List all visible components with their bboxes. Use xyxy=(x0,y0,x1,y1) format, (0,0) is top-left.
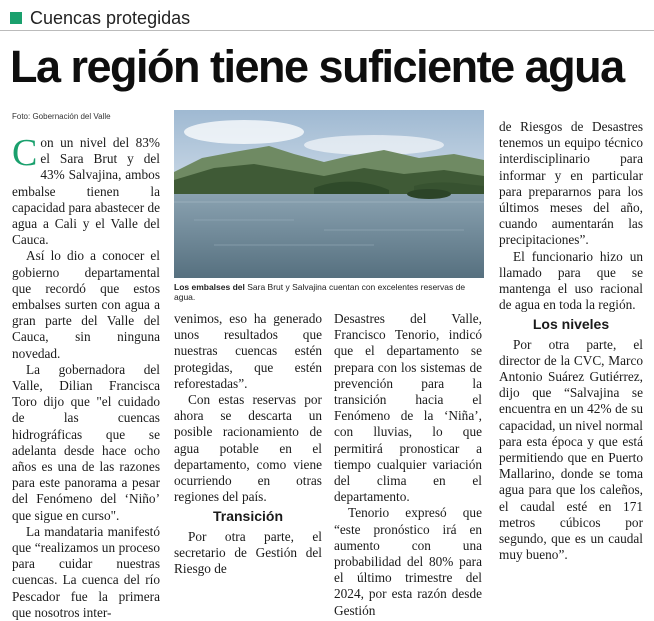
caption-bold: Los embalses del xyxy=(174,282,245,292)
paragraph: Desastres del Valle, Francisco Tenorio, indicó que el departamento se prepara con los sistemas de prevención para la transición hacia el Fenómeno de la ‘Niña’, con lluvias, lo que permitirá pronosticar a tiempo cualquier variación del clima en el departamento. xyxy=(334,311,482,505)
column-1 xyxy=(12,132,161,621)
column-2 xyxy=(174,311,322,577)
paragraph-1 xyxy=(12,132,161,248)
section-header xyxy=(10,8,190,28)
subheading-transicion: Transición xyxy=(212,508,284,525)
section-label: Cuencas protegidas xyxy=(30,7,191,28)
paragraph: La gobernadora del Valle, Dilian Francisca Toro dijo que "el cuidado de las cuencas hidrográficas que se adelanta desde hace ocho años es una de las razones para este panorama a pesar del Fenómeno del ‘Niño’ que sigue en curso". xyxy=(12,361,160,523)
paragraph: Así lo dio a conocer el gobierno departamental que recordó que estos embalses surten con agua a gran parte del Valle del Cauca, sin ninguna novedad. xyxy=(12,248,160,361)
caption-text: Sara Brut y Salvajina cuentan con excelentes reservas de agua. xyxy=(174,282,466,303)
photo-caption xyxy=(174,282,486,302)
paragraph: Por otra parte, el director de la CVC, Marco Antonio Suárez Gutiérrez, dijo que “Salvajina se encuentra en un 42% de su capacidad, un nivel normal para esta época y que está permitiendo que en Puerto Mallarino, donde se toma agua para que los caleños, el caudal esté en 171 metros cúbicos por segundo, que es un caudal muy bueno”. xyxy=(499,336,643,563)
paragraph: de Riesgos de Desastres tenemos un equipo técnico interdisciplinario para informar y en particular para prepararnos para los últimos meses del año, cuando aumentarán las precipitaciones”. xyxy=(499,119,643,248)
paragraph: Con estas reservas por ahora se descarta un posible racionamiento de agua potable en el departamento, como viene ocurriendo en otras regiones del país. xyxy=(174,392,322,505)
reservoir-photo xyxy=(174,110,484,278)
column-4 xyxy=(499,119,643,563)
paragraph-1-text: on un nivel del 83% el Sara Brut y del 43% Salvajina, ambos embalse tienen la capacidad para abastecer de agua a Cali y el Valle del Cauca. xyxy=(12,135,161,248)
paragraph: La mandataria manifestó que “realizamos un proceso para cuidar nuestras cuencas. La cuenca del río Pescador fue la primera que nosotros inter- xyxy=(12,523,160,620)
subheading-los-niveles: Los niveles xyxy=(532,316,610,333)
section-marker xyxy=(10,12,22,24)
column-3 xyxy=(334,311,482,619)
headline: La región tiene suficiente agua xyxy=(10,41,624,92)
photo-credit: Foto: Gobernación del Valle xyxy=(12,112,111,121)
paragraph: venimos, eso ha generado unos resultados que nuestras cuencas estén protegidas, que estén reforestadas”. xyxy=(174,311,322,391)
header-divider xyxy=(0,30,654,31)
drop-cap: C xyxy=(12,132,38,174)
paragraph: Tenorio expresó que “este pronóstico irá en aumento con una probabilidad del 80% para el último trimestre del 2024, por esta razón desde Gestión xyxy=(334,505,482,618)
paragraph: El funcionario hizo un llamado para que se mantenga el uso racional de agua en toda la región. xyxy=(499,248,643,313)
paragraph: Por otra parte, el secretario de Gestión del Riesgo de xyxy=(174,528,322,577)
